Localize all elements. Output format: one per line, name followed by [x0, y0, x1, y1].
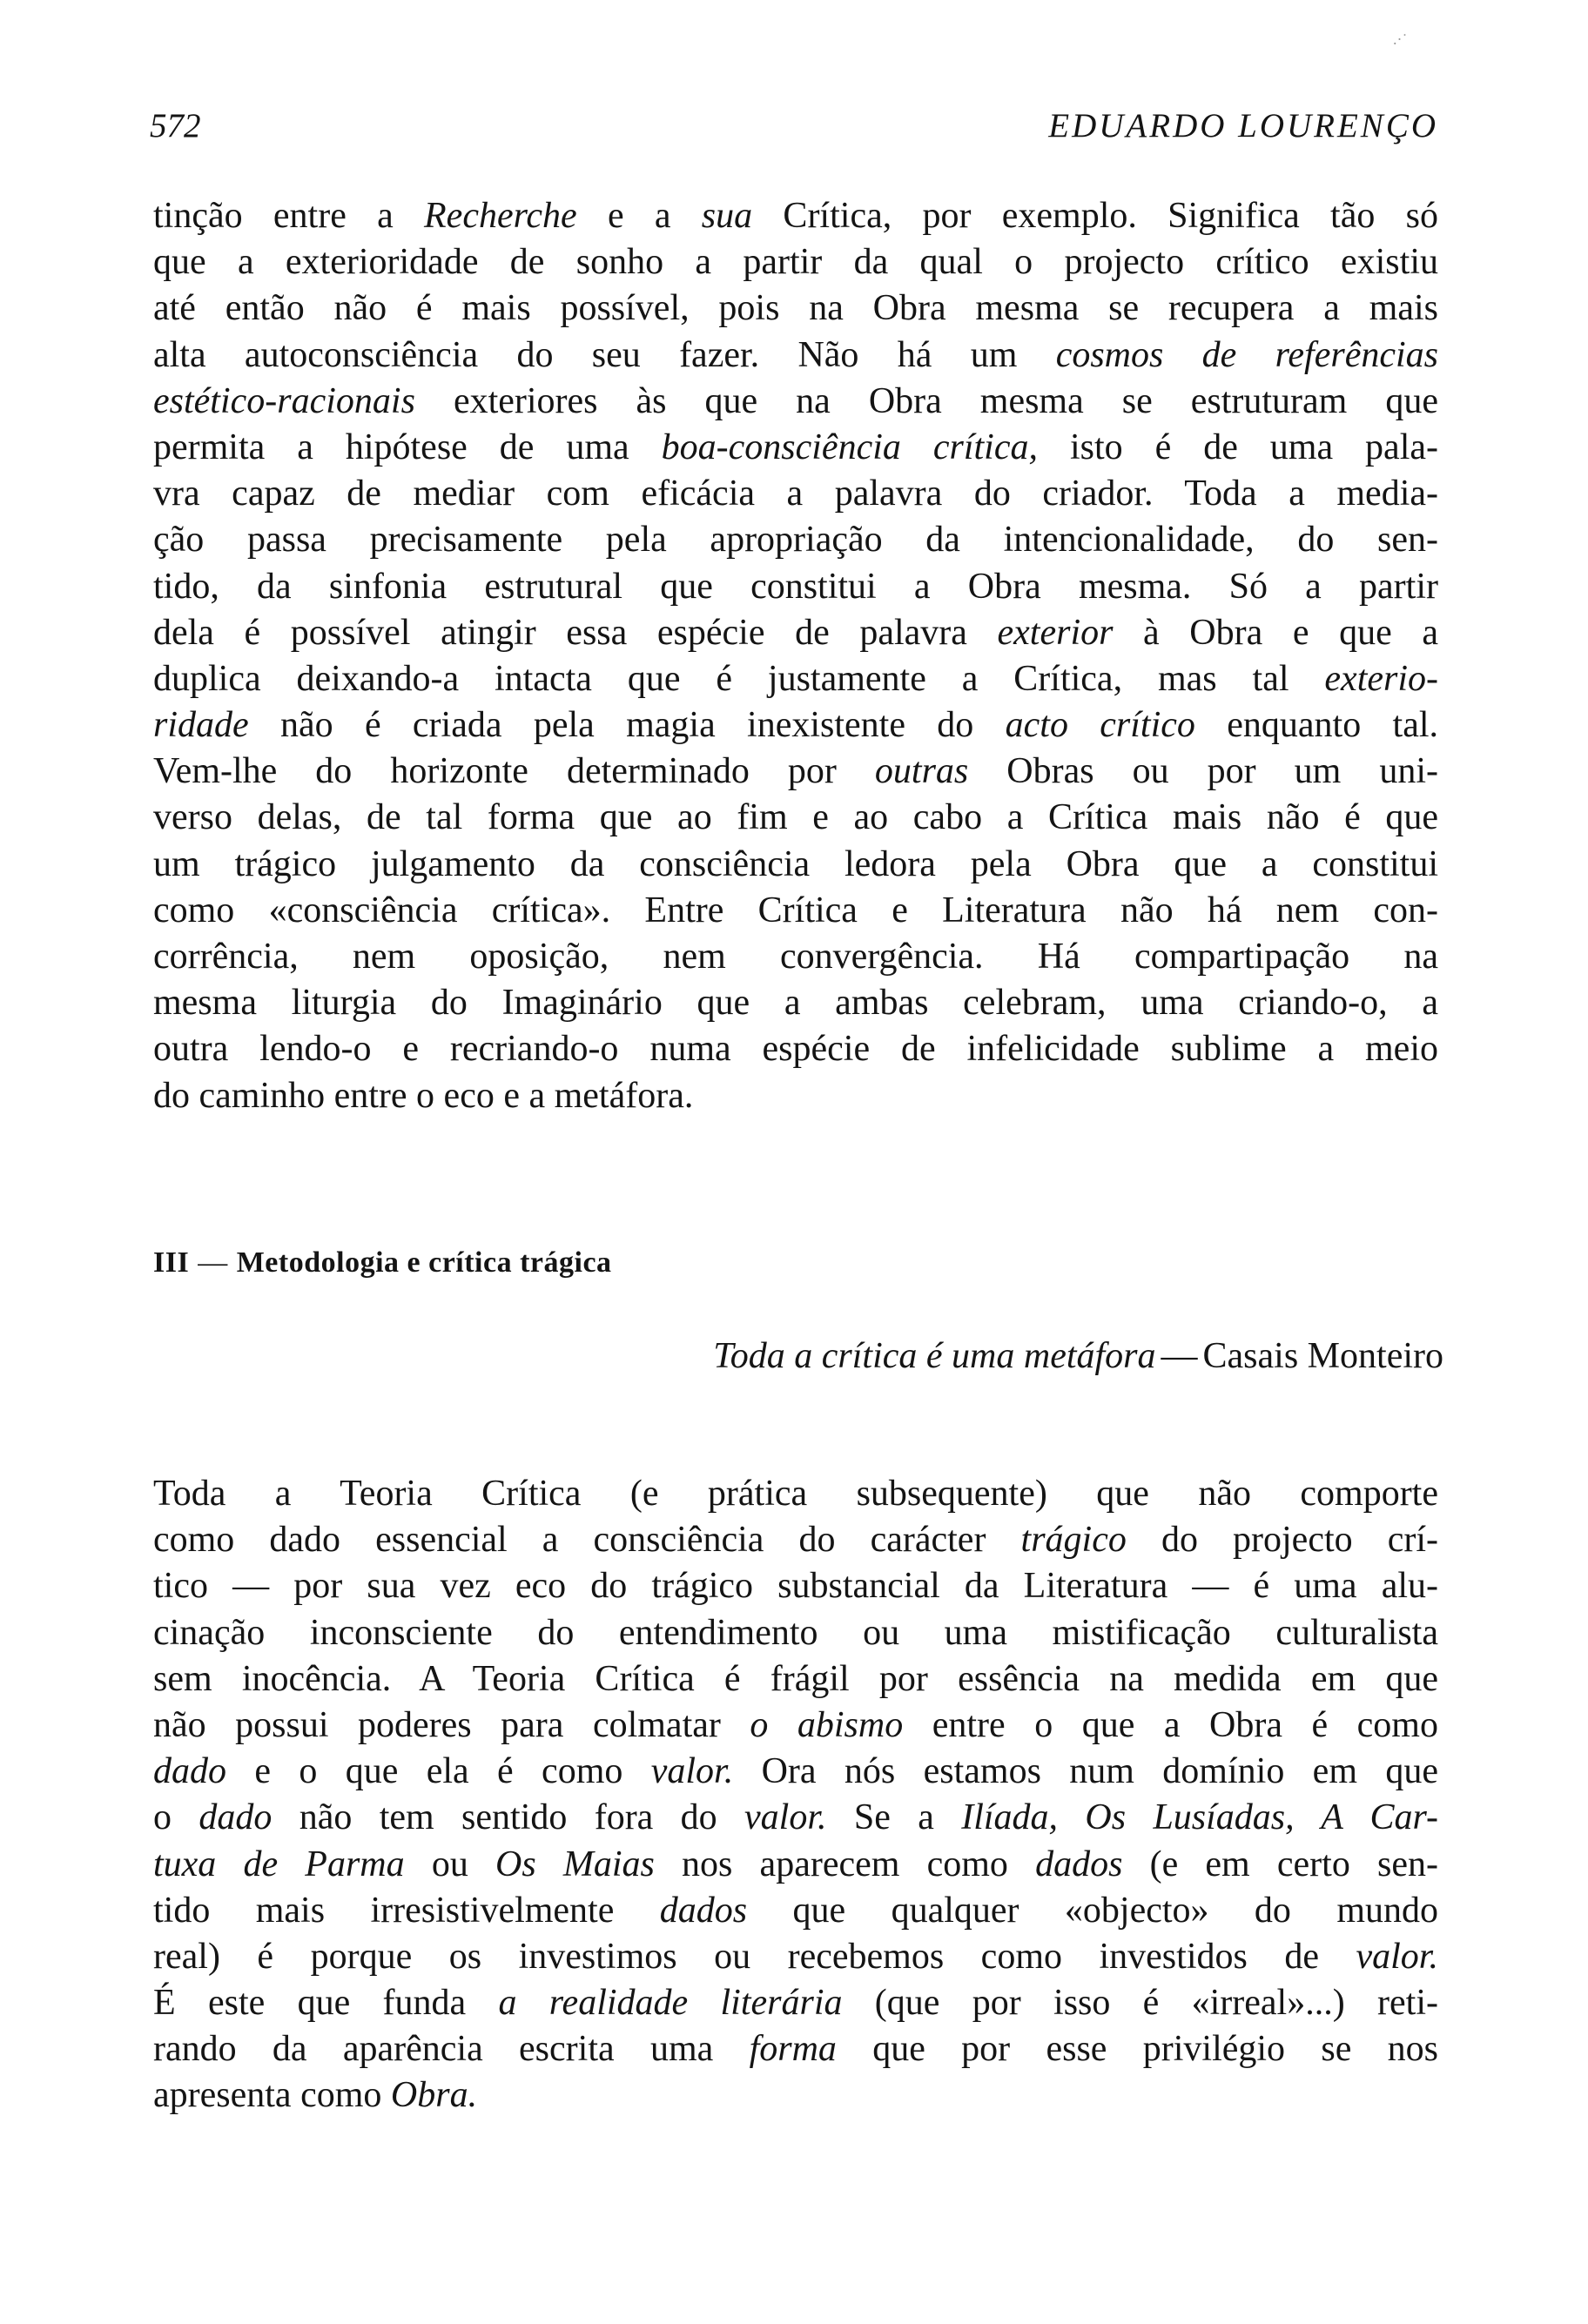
italic-text: Recherche: [424, 196, 577, 236]
text-line: [153, 1888, 1438, 1934]
text-line: [153, 1563, 1438, 1609]
italic-text: o abismo: [750, 1704, 904, 1745]
italic-text: dados: [1035, 1844, 1123, 1884]
text-line: [153, 749, 1438, 795]
italic-text: valor.: [744, 1797, 827, 1838]
text-run: que a exterioridade de sonho a partir da qual o projecto crítico existiu: [153, 242, 1438, 283]
text-line: [153, 888, 1438, 934]
text-run: real) é porque os investimos ou recebemos como investidos de: [153, 1936, 1356, 1977]
text-line: [153, 379, 1438, 425]
italic-text: dado: [198, 1797, 273, 1838]
italic-text: valor.: [1356, 1936, 1438, 1977]
text-line: [153, 1073, 1438, 1119]
text-run: apresenta como: [153, 2075, 391, 2116]
italic-text: exterior: [997, 612, 1114, 653]
text-line: [153, 656, 1438, 702]
text-run: sem inocência. A Teoria Crítica é frágil por essência na medida em que: [153, 1658, 1438, 1699]
italic-text: trágico: [1020, 1520, 1127, 1561]
running-head-author: EDUARDO LOURENÇO: [1048, 107, 1438, 144]
page-smudge: .·˙: [1393, 30, 1408, 48]
italic-text: dado: [153, 1751, 226, 1792]
italic-text: Ilíada, Os Lusíadas, A Car-: [961, 1797, 1438, 1838]
text-run: (e em certo sen-: [1122, 1844, 1438, 1884]
text-run: É este que funda: [153, 1983, 499, 2024]
text-run: do caminho entre o eco e a metáfora.: [153, 1075, 694, 1116]
text-run: Vem-lhe do horizonte determinado por: [153, 751, 875, 792]
text-run: ção passa precisamente pela apropriação da intencionalidade, do sen-: [153, 520, 1438, 561]
text-line: [153, 1842, 1438, 1888]
text-run: e a: [576, 196, 702, 236]
text-line: [153, 239, 1438, 285]
text-line: [153, 1934, 1438, 1980]
running-head: [150, 106, 1438, 150]
epigraph-dash: —: [1161, 1336, 1198, 1376]
section-heading: [153, 1246, 612, 1280]
text-line: [153, 1517, 1438, 1563]
text-run: Toda a Teoria Crítica (e prática subsequente) que não comporte: [153, 1474, 1438, 1514]
text-line: [153, 2072, 1438, 2119]
text-run: exteriores às que na Obra mesma se estruturam que: [414, 380, 1438, 421]
italic-text: cosmos de referências: [1055, 334, 1438, 375]
italic-text: ridade: [153, 705, 249, 746]
text-run: não tem sentido fora do: [272, 1797, 745, 1838]
text-run: vra capaz de mediar com eficácia a palavra do criador. Toda a media-: [153, 474, 1438, 514]
text-run: verso delas, de tal forma que ao fim e ao cabo a Crítica mais não é que: [153, 797, 1438, 838]
text-run: entre o que a Obra é como: [903, 1704, 1438, 1745]
text-run: enquanto tal.: [1194, 705, 1438, 746]
body-paragraph-2: [153, 1471, 1438, 2119]
italic-text: valor.: [650, 1751, 734, 1792]
text-run: como dado essencial a consciência do carácter: [153, 1520, 1021, 1561]
text-run: que por esse privilégio se nos: [836, 2029, 1438, 2070]
text-line: [153, 1471, 1438, 1517]
body-paragraph-1: [153, 193, 1438, 1119]
text-line: [153, 934, 1438, 980]
text-line: [153, 1703, 1438, 1749]
text-run: duplica deixando-a intacta que é justamente a Crítica, mas tal: [153, 658, 1325, 699]
text-run: que qualquer «objecto» do mundo: [747, 1890, 1438, 1931]
italic-text: acto crítico: [1005, 705, 1195, 746]
text-line: [153, 1656, 1438, 1703]
italic-text: outras: [874, 751, 969, 792]
italic-text: tuxa de Parma: [153, 1844, 405, 1884]
text-line: [153, 1610, 1438, 1656]
text-line: [153, 795, 1438, 841]
text-line: [153, 517, 1438, 563]
epigraph: [713, 1335, 1443, 1377]
italic-text: exterio-: [1324, 658, 1438, 699]
italic-text: sua: [701, 196, 753, 236]
section-number: III: [153, 1246, 190, 1279]
italic-text: dados: [659, 1890, 748, 1931]
text-run: até então não é mais possível, pois na Obra mesma se recupera a mais: [153, 288, 1438, 329]
text-run: Ora nós estamos num domínio em que: [733, 1751, 1438, 1792]
text-run: nos aparecem como: [654, 1844, 1036, 1884]
page-number: 572: [150, 107, 201, 144]
italic-text: Os Maias: [495, 1844, 655, 1884]
text-run: à Obra e que a: [1113, 612, 1438, 653]
text-run: corrência, nem oposição, nem convergência. Há compartipação na: [153, 937, 1438, 977]
text-run: como «consciência crítica». Entre Crítica e Literatura não há nem con-: [153, 890, 1438, 930]
text-run: (que por isso é «irreal»...) reti-: [842, 1983, 1438, 2024]
text-run: cinação inconsciente do entendimento ou uma mistificação culturalista: [153, 1612, 1438, 1653]
text-line: [153, 980, 1438, 1026]
text-line: [153, 1749, 1438, 1795]
text-line: [153, 193, 1438, 239]
text-line: [153, 842, 1438, 888]
text-line: [153, 1980, 1438, 2026]
text-line: [153, 610, 1438, 656]
text-run: Se a: [826, 1797, 962, 1838]
text-run: um trágico julgamento da consciência ledora pela Obra que a constitui: [153, 843, 1438, 884]
text-run: e o que ela é como: [226, 1751, 651, 1792]
text-run: ou: [404, 1844, 495, 1884]
italic-text: estético-racionais: [153, 380, 415, 421]
italic-text: forma: [749, 2029, 837, 2070]
text-run: tido mais irresistivelmente: [153, 1890, 660, 1931]
text-run: não possui poderes para colmatar: [153, 1704, 750, 1745]
text-line: [153, 702, 1438, 749]
section-title: Metodologia e crítica trágica: [236, 1246, 612, 1279]
italic-text: Obra.: [390, 2075, 478, 2116]
text-run: alta autoconsciência do seu fazer. Não há um: [153, 334, 1056, 375]
text-run: permita a hipótese de uma: [153, 427, 662, 467]
text-run: dela é possível atingir essa espécie de palavra: [153, 612, 998, 653]
text-line: [153, 332, 1438, 379]
text-line: [153, 1026, 1438, 1072]
text-run: outra lendo-o e recriando-o numa espécie de infelicidade sublime a meio: [153, 1029, 1438, 1070]
text-run: isto é de uma pala-: [1037, 427, 1438, 467]
text-run: tido, da sinfonia estrutural que constitui a Obra mesma. Só a partir: [153, 566, 1438, 607]
text-run: Crítica, por exemplo. Significa tão só: [752, 196, 1438, 236]
text-run: mesma liturgia do Imaginário que a ambas celebram, uma criando-o, a: [153, 983, 1438, 1024]
italic-text: a realidade literária: [498, 1983, 843, 2024]
text-line: [153, 2026, 1438, 2072]
text-run: o: [153, 1797, 199, 1838]
text-run: não é criada pela magia inexistente do: [248, 705, 1006, 746]
text-line: [153, 564, 1438, 610]
text-run: tinção entre a: [153, 196, 425, 236]
text-line: [153, 425, 1438, 471]
epigraph-quote: Toda a crítica é uma metáfora: [713, 1336, 1156, 1376]
text-run: rando da aparência escrita uma: [153, 2029, 750, 2070]
text-line: [153, 471, 1438, 517]
text-run: do projecto crí-: [1126, 1520, 1438, 1561]
text-line: [153, 285, 1438, 332]
italic-text: boa-consciência crítica,: [661, 427, 1038, 467]
section-separator: —: [198, 1246, 228, 1279]
text-line: [153, 1795, 1438, 1841]
epigraph-author: Casais Monteiro: [1202, 1336, 1443, 1376]
text-run: tico — por sua vez eco do trágico substancial da Literatura — é uma alu-: [153, 1566, 1438, 1607]
text-run: Obras ou por um uni-: [968, 751, 1438, 792]
